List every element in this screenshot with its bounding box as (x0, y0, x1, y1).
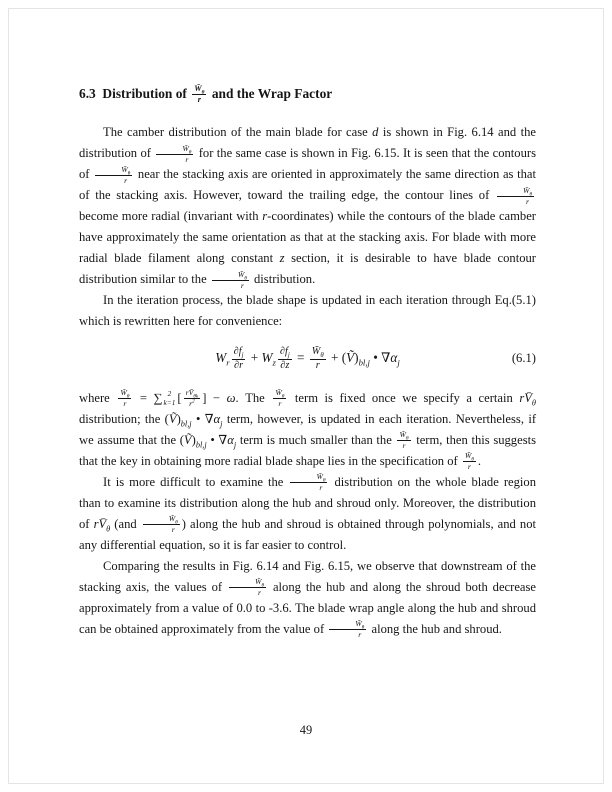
fraction-denominator: r (185, 154, 189, 164)
text-run: α (390, 350, 398, 366)
fraction-denominator: r (123, 399, 127, 409)
limit-upper: 2 (167, 389, 172, 399)
inline-fraction (156, 145, 193, 164)
fraction-denominator: r (240, 280, 244, 290)
inline-fraction (310, 347, 326, 372)
fraction-numerator (278, 347, 292, 360)
equation-body: $W_r$ $\frac{\partial f_j}{\partial r}$ + $W_z$ $\frac{\partial f_j}{\partial z}$ = $\frac{W̄_\theta}{r}$ + $(Ṽ)_{bl,j}$ • $\nabla\alpha_j$ (215, 346, 400, 371)
fraction-denominator: r (171, 525, 175, 535)
text-run: θ (529, 191, 532, 198)
text-run: z (279, 251, 285, 266)
text-run: W (261, 350, 273, 366)
fraction-numerator: $W̄_\theta$ (143, 515, 180, 525)
paragraph: In the iteration process, the blade shape is updated in each iteration through Eq.(5.1) which is rewritten here for convenience: (79, 293, 536, 329)
text-run: θ (320, 352, 324, 360)
fraction-numerator: $W̄_\theta$ (464, 451, 474, 463)
fraction-denominator: r (278, 399, 282, 409)
fraction-denominator (280, 360, 289, 372)
fraction-numerator: $W̄_\theta$ (329, 620, 366, 630)
text-run: 2 (192, 398, 195, 405)
equation-block (79, 340, 536, 379)
text-run: j (220, 419, 223, 429)
text-run: d (372, 125, 379, 140)
inline-fraction (143, 515, 180, 534)
inline-fraction (95, 166, 132, 185)
fraction-numerator: $W̄_\theta$ (95, 166, 132, 176)
inline-fraction (290, 473, 327, 492)
fraction-numerator: $W̄_\theta$ (497, 187, 534, 197)
text-run: Ṽ (346, 350, 355, 366)
text-run: θ (188, 149, 192, 156)
fraction-numerator: $W̄_\theta$ (194, 83, 205, 96)
text-run: rV̄ (185, 388, 194, 398)
fraction-denominator (189, 399, 195, 408)
text-run: bl,j (180, 419, 192, 429)
fraction-numerator: $W̄_\theta$ (212, 271, 249, 281)
text-run: θ (405, 435, 409, 442)
text-run: r (262, 209, 268, 224)
text-run: θk (193, 393, 199, 400)
paragraph: The camber distribution of the main blade for case d is shown in Fig. 6.14 and the distribution of $\frac{W̄_\theta}{r}$ for the same case is shown in Fig. 6.15. It is seen that the contours of $\frac{W̄_\theta}{r}$ near the stacking axis are oriented in approximately the same direction as that of the stacking axis. However, toward the trailing edge, the contour lines of $\frac{W̄_\theta}{r}$ become more radial (invariant with r-coordinates) while the contours of the blade camber have approximately the same orientation as that at the stacking axis. For blade with more radial blade filament along constant z section, it is desirable to have blade contour distribution similar to the $\frac{W̄_\theta}{r}$ distribution. (79, 125, 537, 290)
fraction-numerator: $W̄_\theta$ (156, 145, 193, 155)
text-run: bl,j (358, 358, 370, 369)
text-run: rV̄ (519, 390, 532, 405)
fraction-denominator: r (467, 462, 471, 472)
text-run: rV̄ (93, 516, 107, 531)
content-flow (79, 83, 536, 640)
limit-lower: k=1 (163, 397, 176, 407)
text-run: θ (244, 275, 247, 282)
inline-fraction (192, 85, 206, 105)
fraction-denominator: r (315, 359, 320, 371)
text-run: θ (322, 477, 326, 484)
text-run: j (397, 358, 400, 369)
inline-fraction (118, 389, 131, 408)
fraction-denominator: r (402, 441, 406, 451)
fraction-numerator: $W̄_\theta$ (290, 473, 327, 483)
text-run: α (213, 411, 221, 426)
fraction-numerator: $W̄_\theta$ (120, 388, 130, 400)
text-run: ω (226, 390, 236, 405)
paragraph: where $\frac{W̄_\theta}{r}$ = ∑ 2 k=1 [ $\frac{rV̄_{\theta k}}{r^2}$ ] − ω. The $\frac{W̄_\theta}{r}$ term is fixed once we specify a certain $rV̄_\theta$ distribution; the $(Ṽ)_{bl,j}$ • $\nabla\alpha_j$ term, however, is updated in each iteration. Nevertheless, if we assume that the $(Ṽ)_{bl,j}$ • $\nabla\alpha_j$ term is much smaller than the $\frac{W̄_\theta}{r}$ term, then this suggests that the key in obtaining more radial blade shape lies in the specification of $\frac{W̄_\theta}{r}$ . (79, 388, 537, 472)
text-run: z (272, 358, 276, 369)
text-run: r (189, 399, 193, 409)
inline-fraction (273, 389, 286, 408)
fraction-numerator: $W̄_\theta$ (229, 578, 266, 588)
fraction-numerator: $W̄_\theta$ (275, 388, 285, 400)
text-run: θ (126, 393, 130, 400)
fraction-denominator: r (197, 95, 201, 105)
text-run: Ṽ (183, 432, 192, 447)
paragraph: It is more difficult to examine the $\frac{W̄_\theta}{r}$ distribution on the whole blade region than to examine its distribution along the hub and shroud only. Moreover, the distribution of $rV̄_\theta$ (and $\frac{W̄_\theta}{r}$ ) along the hub and shroud is obtained through polynomials, and not any differential equation, so it is far easier to control. (79, 472, 537, 552)
inline-fraction (184, 389, 201, 408)
text-run: j (287, 352, 290, 360)
inline-fraction (463, 452, 476, 471)
text-run: bl,j (195, 440, 207, 450)
inline-fraction (229, 578, 266, 597)
text-run: ∂r (234, 359, 244, 371)
inline-fraction (232, 347, 246, 372)
text-run: θ (471, 456, 474, 463)
text-run: θ (261, 582, 265, 589)
fraction-denominator (234, 360, 243, 372)
text-run: ∂z (280, 359, 290, 371)
equation-number: (6.1) (511, 351, 536, 366)
text-run: r (226, 358, 230, 369)
fraction-denominator: r (358, 630, 362, 640)
inline-fraction (212, 271, 249, 290)
text-run: θ (201, 89, 205, 96)
text-run: j (241, 352, 244, 360)
paragraph: Comparing the results in Fig. 6.14 and Fig. 6.15, we observe that downstream of the stacking axis, the values of $\frac{W̄_\theta}{r}$ along the hub and along the shroud both decrease approximately from a value of 0.0 to -3.6. The blade wrap angle along the hub and shroud can be obtained approximately from the value of $\frac{W̄_\theta}{r}$ along the hub and shroud. (79, 558, 537, 640)
page-number: 49 (299, 723, 313, 737)
inline-fraction (497, 187, 534, 206)
summation-limits (164, 390, 176, 407)
inline-fraction (278, 347, 292, 372)
text-run: α (227, 432, 234, 447)
text-run: θ (175, 519, 178, 526)
fraction-numerator (232, 347, 246, 360)
fraction-denominator: r (525, 196, 529, 206)
inline-fraction (329, 620, 366, 639)
inline-fraction (397, 431, 410, 450)
text-run: j (233, 440, 237, 450)
text-run: θ (127, 170, 131, 177)
text-run: ∂f (279, 346, 288, 358)
text-run: θ (281, 393, 285, 400)
fraction-numerator: $W̄_\theta$ (399, 430, 409, 442)
text-run: W (215, 350, 227, 366)
text-run: θ (361, 624, 365, 631)
text-run: θ (531, 398, 536, 408)
text-run: Ṽ (168, 411, 177, 426)
text-run: θ (106, 524, 111, 534)
fraction-denominator: r (124, 175, 128, 185)
section-heading: 6.3 Distribution of $\frac{W̄_\theta}{r}$ and the Wrap Factor (79, 83, 333, 105)
fraction-denominator: r (257, 588, 262, 598)
fraction-numerator: $W̄_\theta$ (311, 346, 324, 360)
fraction-denominator: r (319, 483, 323, 493)
text-run: ∂f (233, 346, 242, 358)
